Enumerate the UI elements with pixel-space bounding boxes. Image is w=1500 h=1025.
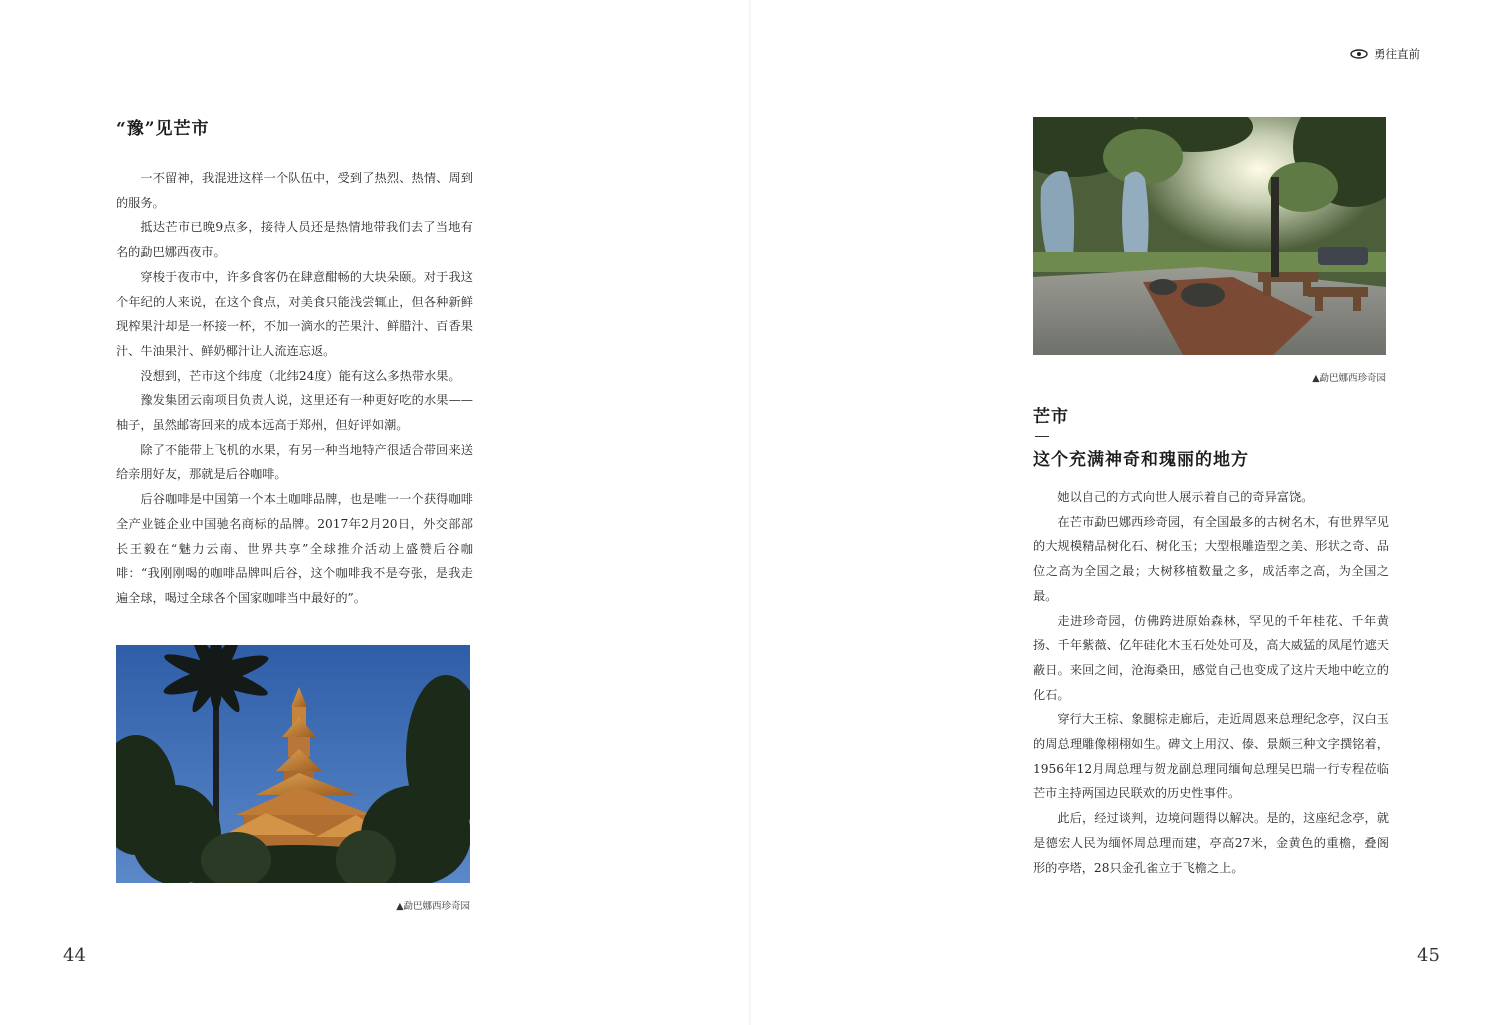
left-paragraph: 一不留神，我混进这样一个队伍中，受到了热烈、热情、周到的服务。 <box>116 171 473 210</box>
pagoda-photo <box>116 645 470 883</box>
left-photo-caption: ▲勐巴娜西珍奇园 <box>396 901 470 912</box>
garden-photo-image <box>1033 117 1386 355</box>
heading-line1: 芒市 <box>1033 407 1069 427</box>
running-header-text: 勇往直前 <box>1374 47 1420 61</box>
left-body-text <box>116 166 473 611</box>
heading-dash <box>1035 436 1049 437</box>
heading-line2: 这个充满神奇和瑰丽的地方 <box>1033 450 1249 470</box>
garden-photo <box>1033 117 1386 355</box>
left-paragraph: 抵达芒市已晚9点多，接待人员还是热情地带我们去了当地有名的勐巴娜西夜市。 <box>116 220 473 260</box>
right-page-number: 45 <box>1417 945 1440 966</box>
right-photo-caption: ▲勐巴娜西珍奇园 <box>1312 373 1386 384</box>
left-paragraph: 除了不能带上飞机的水果，有另一种当地特产很适合带回来送给亲朋好友，那就是后谷咖啡。 <box>116 442 473 482</box>
right-paragraph: 她以自己的方式向世人展示着自己的奇异富饶。 <box>1057 490 1314 504</box>
right-body-text <box>1033 485 1389 880</box>
right-paragraph: 在芒市勐巴娜西珍奇园，有全国最多的古树名木，有世界罕见的大规模精品树化石、树化玉；大型根雕造型之美、形状之奇、品位之高为全国之最；大树移植数量之多，成活率之高，为全国之最。 <box>1033 514 1389 603</box>
right-paragraph: 走进珍奇园，仿佛跨进原始森林，罕见的千年桂花、千年黄扬、千年紫薇、亿年硅化木玉石处处可及，高大威猛的凤尾竹遮天蔽日。来回之间，沧海桑田，感觉自己也变成了这片天地中屹立的化石。 <box>1033 613 1389 702</box>
left-paragraph: 后谷咖啡是中国第一个本土咖啡品牌，也是唯一一个获得咖啡全产业链企业中国驰名商标的品牌。2017年2月20日，外交部部长王毅在“魅力云南、世界共享”全球推介活动上盛赞后谷咖啡：“我刚刚喝的咖啡品牌叫后谷，这个咖啡我不是夸张，是我走遍全球，喝过全球各个国家咖啡当中最好的”。 <box>116 492 473 605</box>
right-paragraph: 此后，经过谈判，边境问题得以解决。是的，这座纪念亭，就是德宏人民为缅怀周总理而建，亭高27米，金黄色的重檐，叠阁形的亭塔，28只金孔雀立于飞檐之上。 <box>1033 811 1389 875</box>
right-page <box>750 0 1500 1025</box>
pagoda-photo-image <box>116 645 470 883</box>
left-page-number: 44 <box>63 945 86 966</box>
left-section-title: “豫”见芒市 <box>116 119 210 139</box>
right-section-heading <box>1033 402 1249 470</box>
right-paragraph: 穿行大王棕、象腿棕走廊后，走近周恩来总理纪念亭，汉白玉的周总理雕像栩栩如生。碑文上用汉、傣、景颇三种文字撰铭着，1956年12月周总理与贺龙副总理同缅甸总理吴巴瑞一行专程莅临芒市主持两国边民联欢的历史性事件。 <box>1033 712 1389 801</box>
left-paragraph: 豫发集团云南项目负责人说，这里还有一种更好吃的水果——柚子，虽然邮寄回来的成本远高于郑州，但好评如潮。 <box>116 393 473 433</box>
left-paragraph: 没想到，芒市这个纬度（北纬24度）能有这么多热带水果。 <box>140 368 461 383</box>
running-header <box>1350 46 1420 62</box>
left-paragraph: 穿梭于夜市中，许多食客仍在肆意酣畅的大块朵颐。对于我这个年纪的人来说，在这个食点，对美食只能浅尝辄止，但各种新鲜现榨果汁却是一杯接一杯，不加一滴水的芒果汁、鲜腊汁、百香果汁、牛油果汁、鲜奶椰汁让人流连忘返。 <box>116 269 473 358</box>
eye-logo-icon <box>1350 49 1368 59</box>
